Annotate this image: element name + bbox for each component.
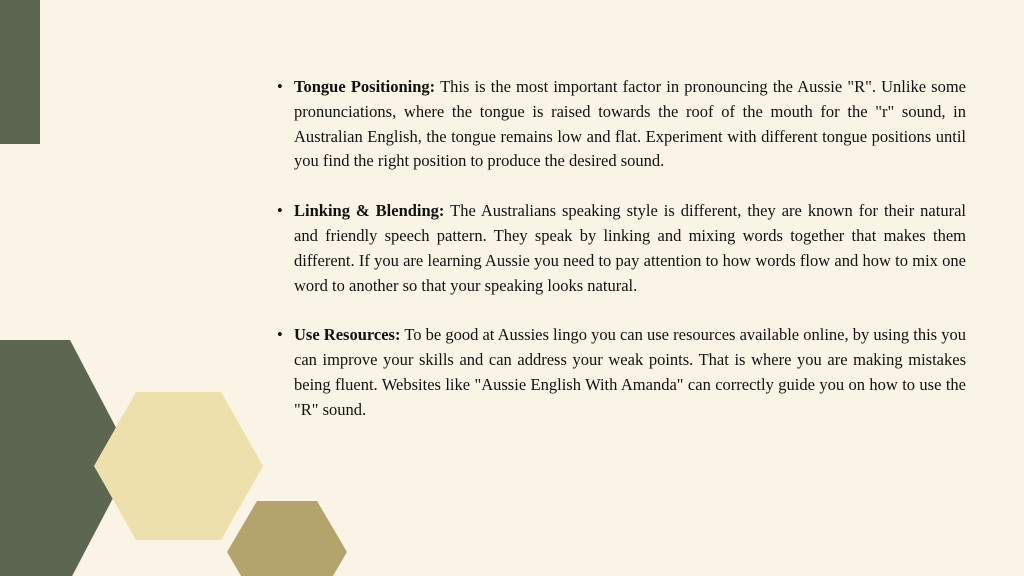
bullet-item-use-resources bbox=[276, 323, 966, 422]
light-sand-hexagon bbox=[94, 392, 263, 540]
bullet-text: The Australians speaking style is different, they are known for their natural and friendly speech pattern. They speak by linking and mixing words together that makes them different. If you are learning Aussie you need to pay attention to how words flow and how to mix one word to another so that your speaking looks natural. bbox=[294, 201, 966, 295]
khaki-hexagon bbox=[227, 501, 347, 576]
bullet-term: Tongue Positioning: bbox=[294, 77, 436, 96]
bullet-term: Linking & Blending: bbox=[294, 201, 445, 221]
bullet-term: Use Resources: bbox=[294, 325, 401, 345]
bullet-marker: • bbox=[277, 77, 283, 96]
bullet-text: This is the most important factor in pronouncing the Aussie "R". Unlike some pronunciations, where the tongue is raised towards the roof of the mouth for the "r" sound, in Australian English, the tongue remains low and flat. Experiment with different tongue positions until you find the right position to produce the desired sound. bbox=[294, 77, 967, 171]
bullet-marker: • bbox=[277, 201, 283, 221]
bullet-item-linking-blending bbox=[276, 199, 966, 298]
bullet-list bbox=[276, 75, 966, 448]
bullet-marker: • bbox=[277, 325, 283, 345]
bullet-text: To be good at Aussies lingo you can use resources available online, by using this you can improve your skills and can address your weak points. That is where you are making mistakes being fluent. Websites like "Aussie English With Amanda" can correctly guide you on how to use the "R" sound. bbox=[294, 325, 966, 419]
bullet-item-tongue-positioning bbox=[276, 75, 966, 174]
